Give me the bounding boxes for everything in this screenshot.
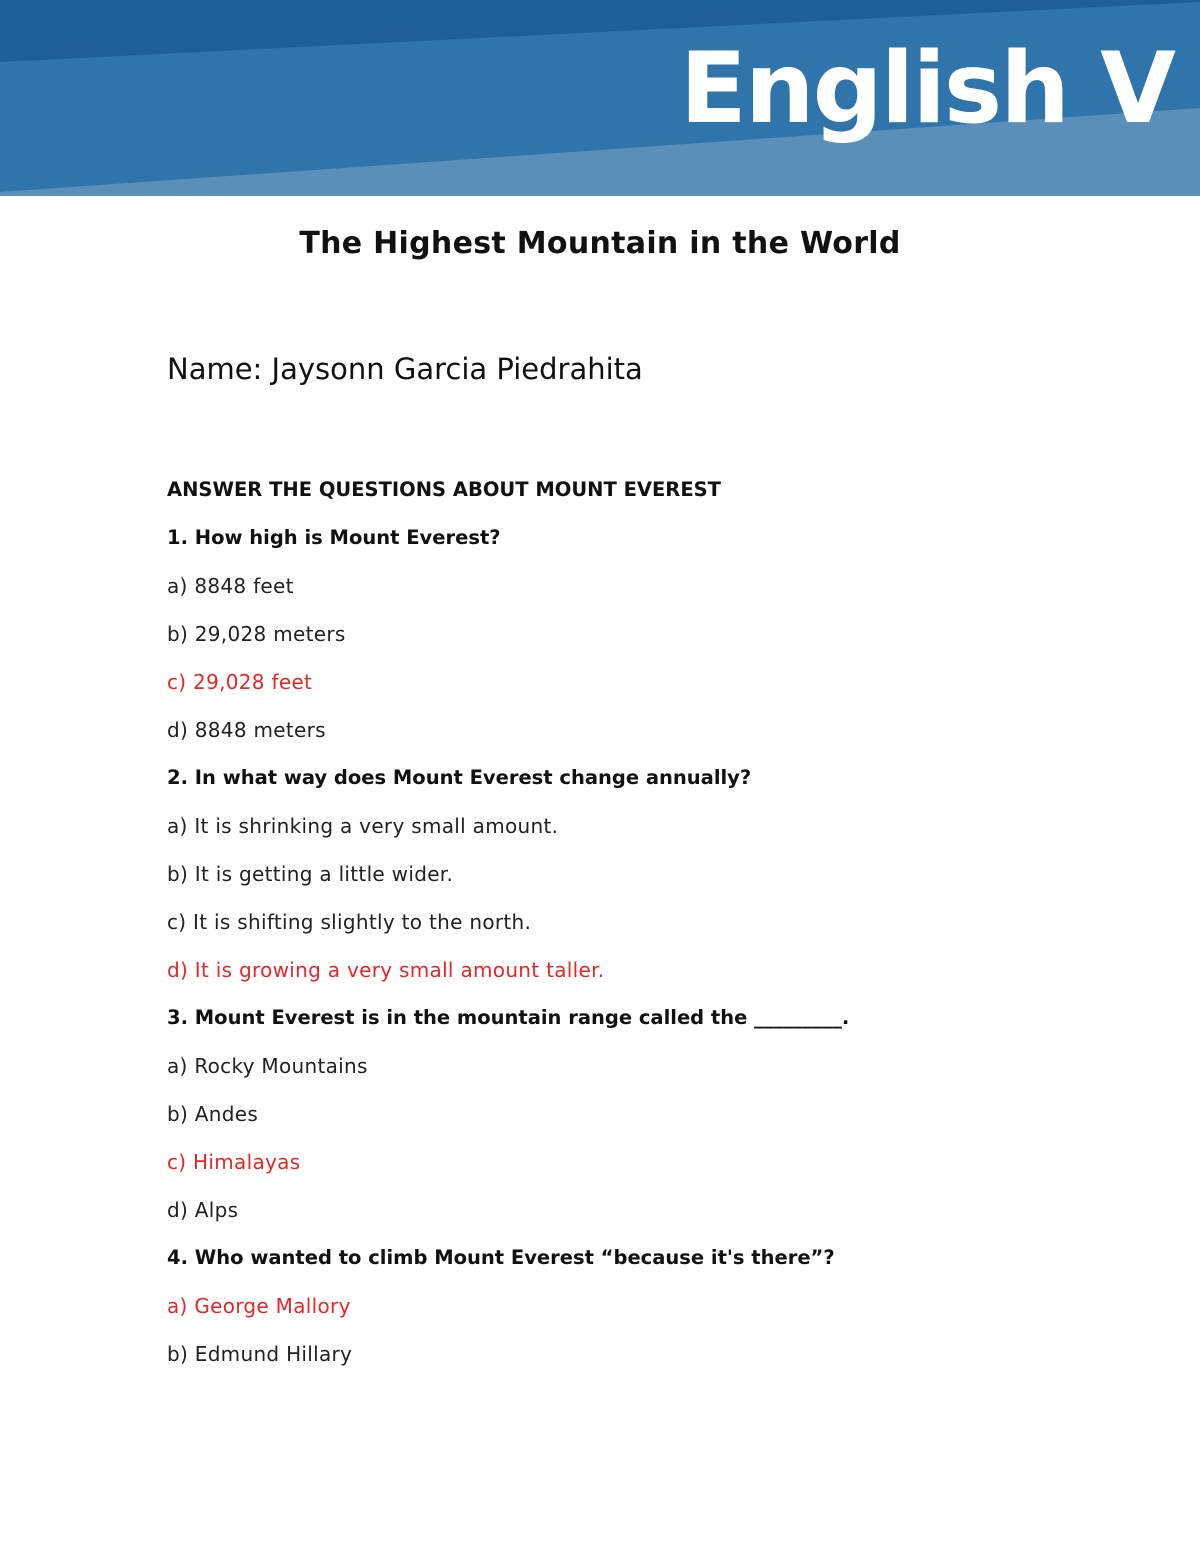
instructions-heading: ANSWER THE QUESTIONS ABOUT MOUNT EVEREST (167, 478, 721, 501)
document-title: The Highest Mountain in the World (299, 226, 901, 261)
header-banner (0, 0, 1200, 196)
answer-option: b) Andes (167, 1102, 259, 1126)
answer-option: b) Edmund Hillary (167, 1342, 353, 1366)
question-text: 1. How high is Mount Everest? (167, 526, 501, 549)
question-text: 4. Who wanted to climb Mount Everest “because it's there”? (167, 1246, 835, 1269)
banner-title: English V (679, 32, 1174, 146)
answer-option: d) 8848 meters (167, 718, 326, 742)
question-block (167, 1244, 1147, 1388)
question-text: 3. Mount Everest is in the mountain range called the _________. (167, 1006, 850, 1029)
answer-option: c) It is shifting slightly to the north. (167, 910, 532, 934)
answer-option-selected: a) George Mallory (167, 1294, 351, 1318)
student-name: Name: Jaysonn Garcia Piedrahita (167, 352, 643, 386)
answer-option: b) It is getting a little wider. (167, 862, 454, 886)
answer-option: b) 29,028 meters (167, 622, 346, 646)
worksheet-content (167, 476, 1147, 1388)
answer-option-selected: d) It is growing a very small amount taller. (167, 958, 605, 982)
question-block (167, 1004, 1147, 1244)
answer-option: a) Rocky Mountains (167, 1054, 368, 1078)
answer-option: a) 8848 feet (167, 574, 294, 598)
question-text: 2. In what way does Mount Everest change annually? (167, 766, 752, 789)
answer-option: d) Alps (167, 1198, 239, 1222)
answer-option: a) It is shrinking a very small amount. (167, 814, 559, 838)
answer-option-selected: c) Himalayas (167, 1150, 301, 1174)
question-block (167, 764, 1147, 1004)
answer-option-selected: c) 29,028 feet (167, 670, 313, 694)
question-block (167, 524, 1147, 764)
